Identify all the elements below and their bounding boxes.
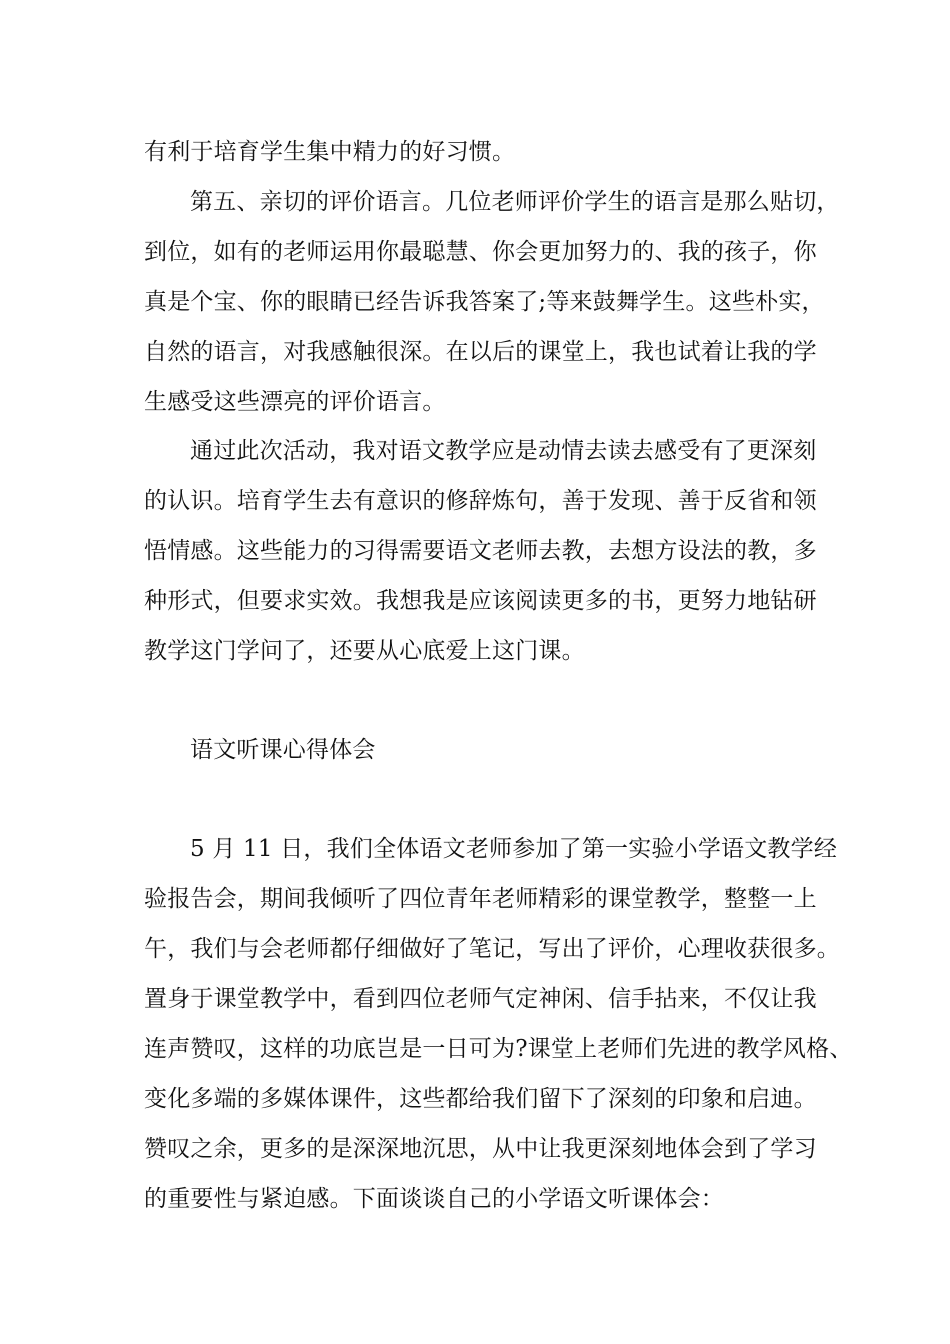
paragraph-2-line-1: 第五、亲切的评价语言。几位老师评价学生的语言是那么贴切， xyxy=(190,189,840,215)
paragraph-4-line-3: 午，我们与会老师都仔细做好了笔记，写出了评价，心理收获很多。 xyxy=(144,936,840,962)
paragraph-4-line-1: 5 月 11 日，我们全体语文老师参加了第一实验小学语文教学经 xyxy=(190,836,838,862)
paragraph-2-line-5: 生感受这些漂亮的评价语言。 xyxy=(144,389,446,415)
paragraph-2-line-3: 真是个宝、你的眼睛已经告诉我答案了;等来鼓舞学生。这些朴实， xyxy=(144,289,825,315)
paragraph-2-line-4: 自然的语言，对我感触很深。在以后的课堂上，我也试着让我的学 xyxy=(144,339,817,365)
paragraph-3-line-4: 种形式，但要求实效。我想我是应该阅读更多的书，更努力地钻研 xyxy=(144,588,817,614)
paragraph-1-line-1: 有利于培育学生集中精力的好习惯。 xyxy=(144,139,516,165)
paragraph-4-line-5: 连声赞叹，这样的功底岂是一日可为?课堂上老师们先进的教学风格、 xyxy=(144,1036,853,1062)
paragraph-4-line-8: 的重要性与紧迫感。下面谈谈自己的小学语文听课体会： xyxy=(144,1186,724,1212)
paragraph-3-line-2: 的认识。培育学生去有意识的修辞炼句，善于发现、善于反省和领 xyxy=(144,488,817,514)
paragraph-2-line-2: 到位，如有的老师运用你最聪慧、你会更加努力的、我的孩子，你 xyxy=(144,239,817,265)
paragraph-3-line-3: 悟情感。这些能力的习得需要语文老师去教，去想方设法的教，多 xyxy=(144,538,817,564)
paragraph-3-line-5: 教学这门学问了，还要从心底爱上这门课。 xyxy=(144,638,585,664)
paragraph-4-line-2: 验报告会，期间我倾听了四位青年老师精彩的课堂教学，整整一上 xyxy=(144,886,817,912)
paragraph-3-line-1: 通过此次活动，我对语文教学应是动情去读去感受有了更深刻 xyxy=(190,438,817,464)
section-heading: 语文听课心得体会 xyxy=(190,737,376,763)
paragraph-4-line-6: 变化多端的多媒体课件，这些都给我们留下了深刻的印象和启迪。 xyxy=(144,1086,817,1112)
paragraph-4-line-4: 置身于课堂教学中，看到四位老师气定神闲、信手拈来，不仅让我 xyxy=(144,986,817,1012)
paragraph-4-line-7: 赞叹之余，更多的是深深地沉思，从中让我更深刻地体会到了学习 xyxy=(144,1136,817,1162)
